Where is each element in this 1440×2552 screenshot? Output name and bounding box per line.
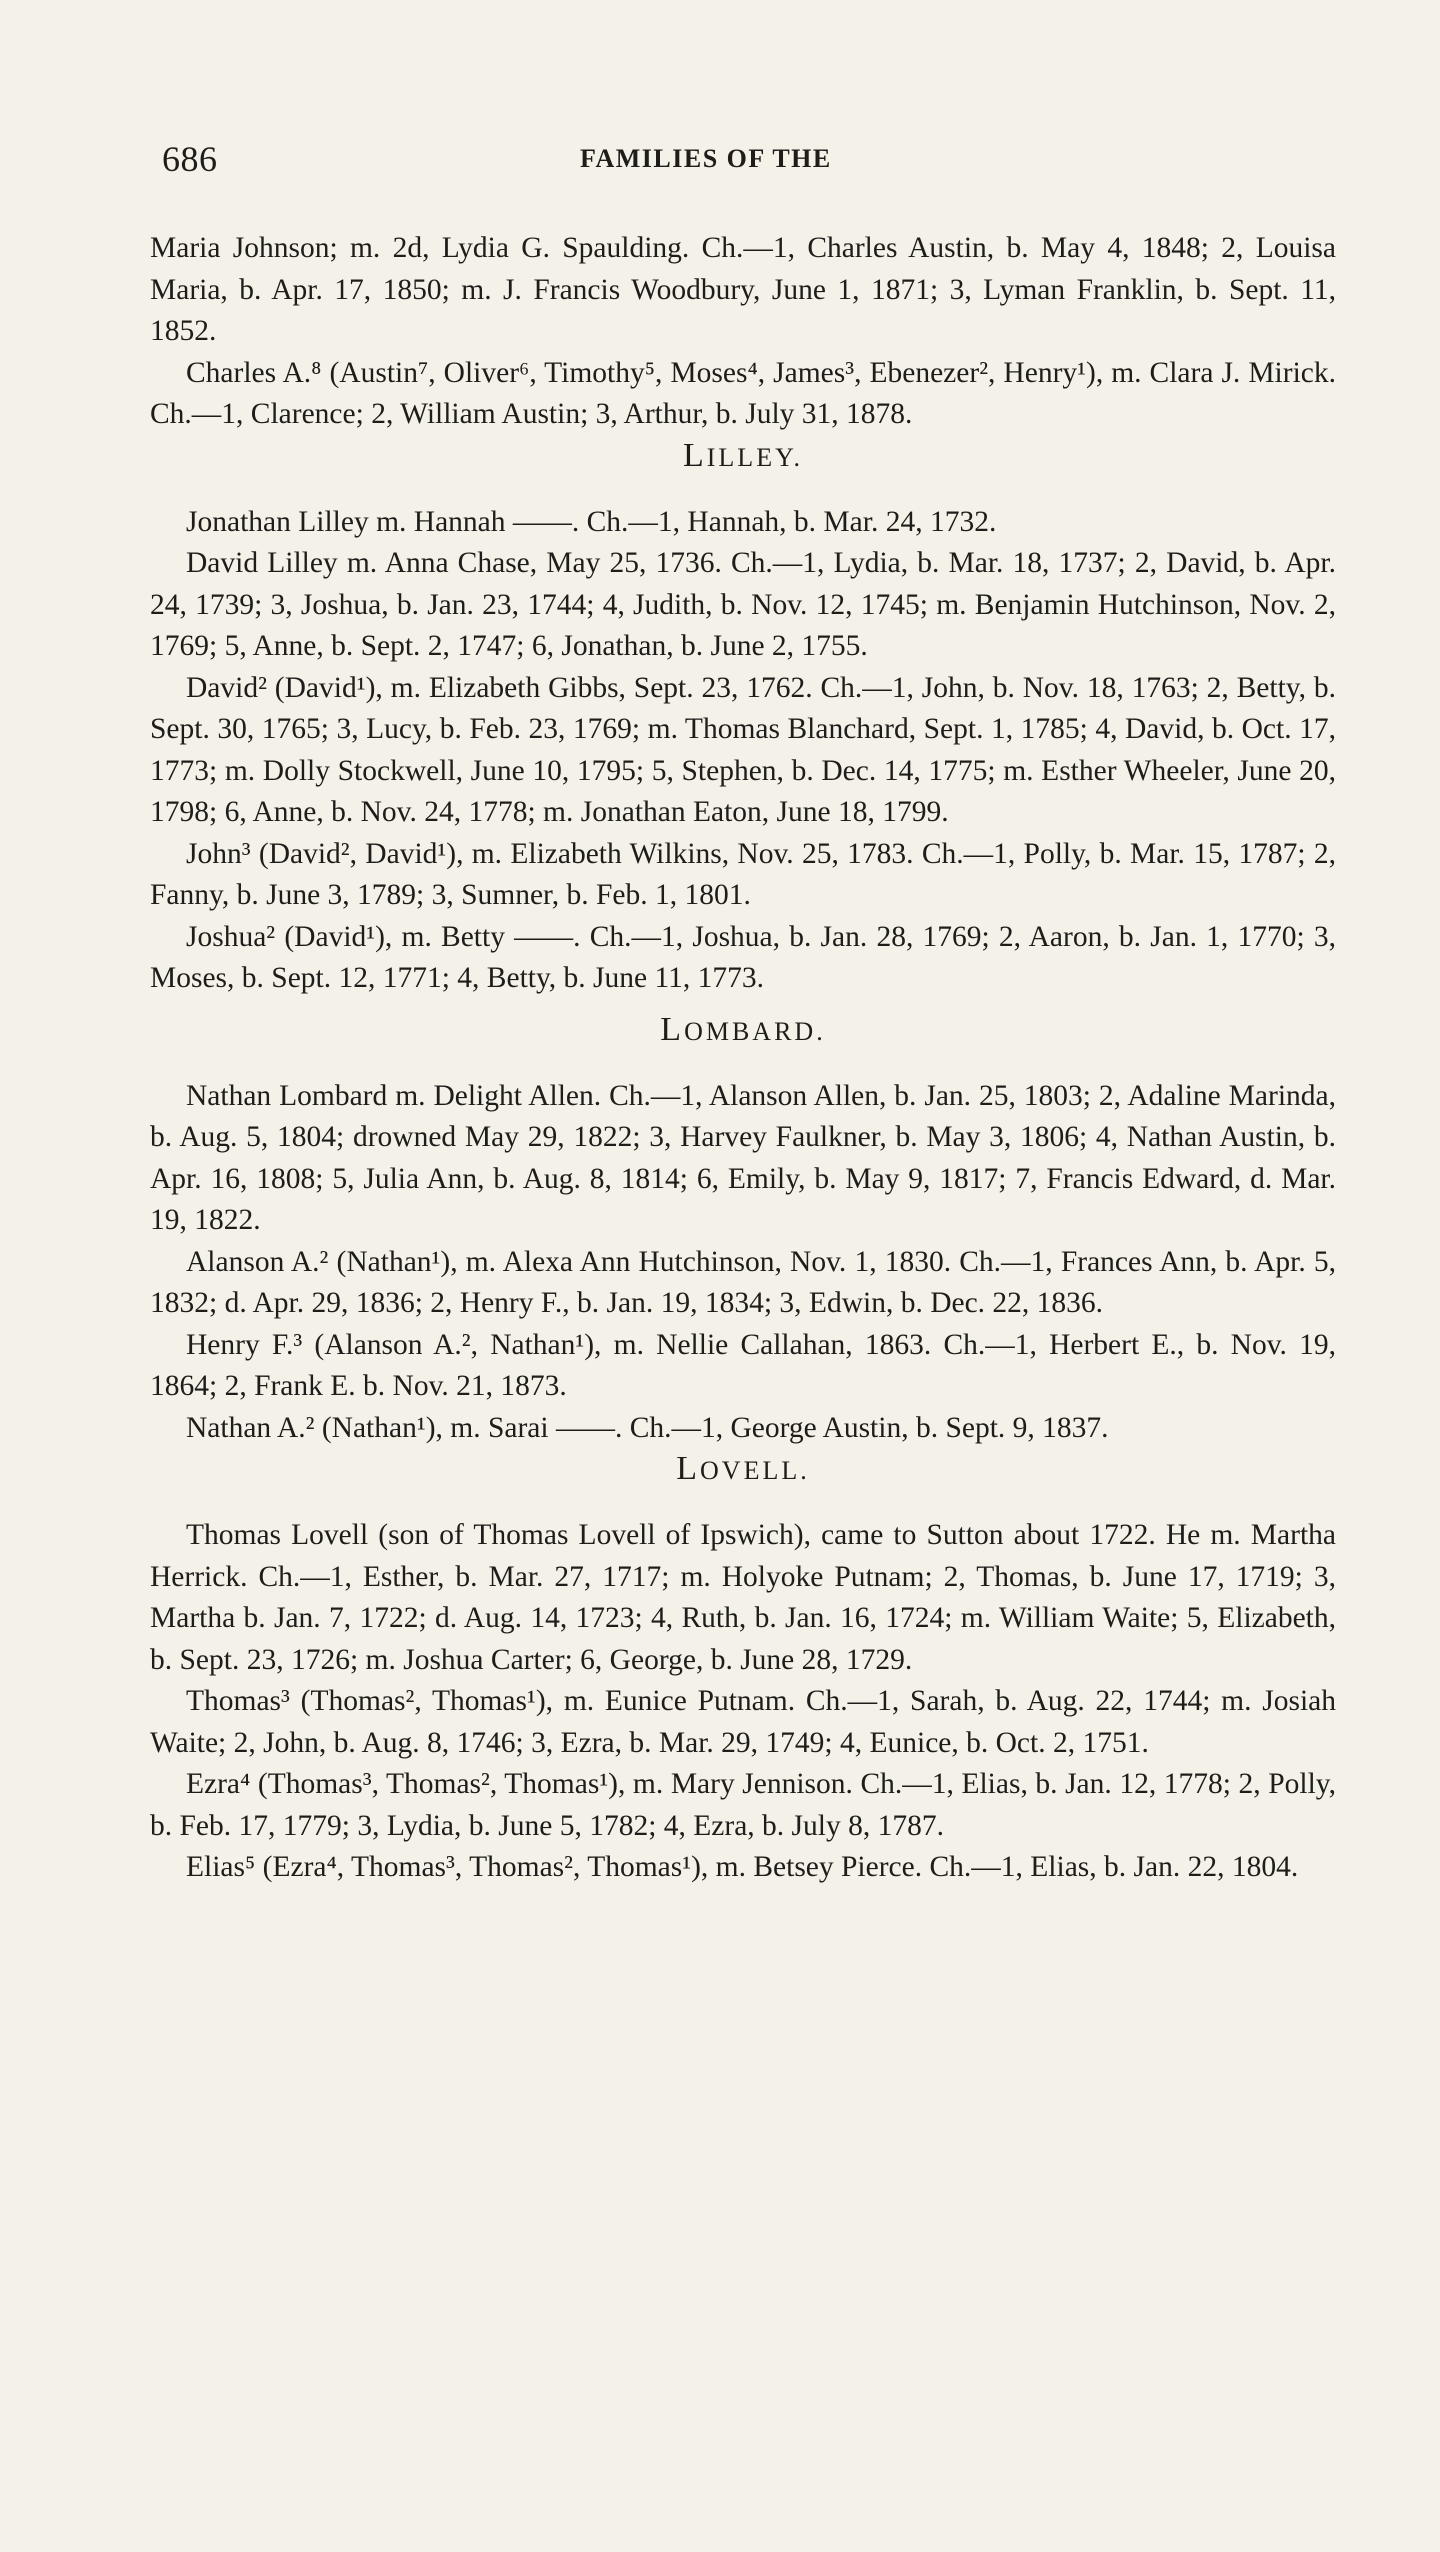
paragraph-elias-5: Elias⁵ (Ezra⁴, Thomas³, Thomas², Thomas¹), m. Betsey Pierce. Ch.—1, Elias, b. Jan. 22, 1804. [186, 1851, 1299, 1883]
paragraph-alanson-a: Alanson A.² (Nathan¹), m. Alexa Ann Hutchinson, Nov. 1, 1830. Ch.—1, Frances Ann, b. Apr. 5, 1832; d. Apr. 29, 1836; 2, Henry F., b. Jan. 19, 1834; 3, Edwin, b. Dec. 22, 1836. [150, 1245, 1336, 1319]
paragraph-ezra-4: Ezra⁴ (Thomas³, Thomas², Thomas¹), m. Mary Jennison. Ch.—1, Elias, b. Jan. 12, 1778; 2, Polly, b. Feb. 17, 1779; 3, Lydia, b. June 5, 1782; 4, Ezra, b. July 8, 1787. [150, 1768, 1336, 1842]
paragraph-david-lilley: David Lilley m. Anna Chase, May 25, 1736. Ch.—1, Lydia, b. Mar. 18, 1737; 2, David, b. Apr. 24, 1739; 3, Joshua, b. Jan. 23, 1744; 4, Judith, b. Nov. 12, 1745; m. Benjamin Hutchinson, Nov. 2, 1769; 5, Anne, b. Sept. 2, 1747; 6, Jonathan, b. June 2, 1755. [150, 547, 1336, 662]
paragraph-joshua-2: Joshua² (David¹), m. Betty ——. Ch.—1, Joshua, b. Jan. 28, 1769; 2, Aaron, b. Jan. 1, 1770; 3, Moses, b. Sept. 12, 1771; 4, Betty, b. June 11, 1773. [150, 920, 1336, 994]
section-heading-lovell: LOVELL. [676, 1450, 810, 1487]
paragraph-nathan-lombard: Nathan Lombard m. Delight Allen. Ch.—1, Alanson Allen, b. Jan. 25, 1803; 2, Adaline Marinda, b. Aug. 5, 1804; drowned May 29, 1822; 3, Harvey Faulkner, b. May 3, 1806; 4, Nathan Austin, b. Apr. 16, 1808; 5, Julia Ann, b. Aug. 8, 1814; 6, Emily, b. May 9, 1817; 7, Francis Edward, d. Mar. 19, 1822. [150, 1079, 1336, 1236]
running-title: FAMILIES OF THE [580, 144, 832, 173]
paragraph-david-2: David² (David¹), m. Elizabeth Gibbs, Sept. 23, 1762. Ch.—1, John, b. Nov. 18, 1763; 2, Betty, b. Sept. 30, 1765; 3, Lucy, b. Feb. 23, 1769; m. Thomas Blanchard, Sept. 1, 1785; 4, David, b. Oct. 17, 1773; m. Dolly Stockwell, June 10, 1795; 5, Stephen, b. Dec. 14, 1775; m. Esther Wheeler, June 20, 1798; 6, Anne, b. Nov. 24, 1778; m. Jonathan Eaton, June 18, 1799. [150, 671, 1336, 828]
paragraph-thomas-lovell: Thomas Lovell (son of Thomas Lovell of Ipswich), came to Sutton about 1722. He m. Martha Herrick. Ch.—1, Esther, b. Mar. 27, 1717; m. Holyoke Putnam; 2, Thomas, b. June 17, 1719; 3, Martha b. Jan. 7, 1722; d. Aug. 14, 1723; 4, Ruth, b. Jan. 16, 1724; m. William Waite; 5, Elizabeth, b. Sept. 23, 1726; m. Joshua Carter; 6, George, b. June 28, 1729. [150, 1519, 1336, 1676]
paragraph-john-3: John³ (David², David¹), m. Elizabeth Wilkins, Nov. 25, 1783. Ch.—1, Polly, b. Mar. 15, 1787; 2, Fanny, b. June 3, 1789; 3, Sumner, b. Feb. 1, 1801. [150, 837, 1336, 911]
paragraph-nathan-a: Nathan A.² (Nathan¹), m. Sarai ——. Ch.—1, George Austin, b. Sept. 9, 1837. [186, 1411, 1109, 1444]
page-number: 686 [162, 139, 218, 179]
paragraph-henry-f: Henry F.³ (Alanson A.², Nathan¹), m. Nellie Callahan, 1863. Ch.—1, Herbert E., b. Nov. 19, 1864; 2, Frank E. b. Nov. 21, 1873. [150, 1328, 1336, 1402]
paragraph-continuation: Maria Johnson; m. 2d, Lydia G. Spaulding. Ch.—1, Charles Austin, b. May 4, 1848; 2, Louisa Maria, b. Apr. 17, 1850; m. J. Francis Woodbury, June 1, 1871; 3, Lyman Franklin, b. Sept. 11, 1852. [150, 232, 1336, 347]
paragraph-thomas-3: Thomas³ (Thomas², Thomas¹), m. Eunice Putnam. Ch.—1, Sarah, b. Aug. 22, 1744; m. Josiah Waite; 2, John, b. Aug. 8, 1746; 3, Ezra, b. Mar. 29, 1749; 4, Eunice, b. Oct. 2, 1751. [150, 1685, 1336, 1759]
running-head [150, 138, 1336, 178]
paragraph-jonathan-lilley: Jonathan Lilley m. Hannah ——. Ch.—1, Hannah, b. Mar. 24, 1732. [186, 505, 997, 538]
paragraph-charles-a: Charles A.⁸ (Austin⁷, Oliver⁶, Timothy⁵, Moses⁴, James³, Ebenezer², Henry¹), m. Clara J. Mirick. Ch.—1, Clarence; 2, William Austin; 3, Arthur, b. July 31, 1878. [150, 356, 1336, 430]
section-heading-lilley: LILLEY. [682, 436, 803, 474]
section-heading-lombard: LOMBARD. [660, 1010, 826, 1048]
page-body [150, 228, 1336, 1889]
